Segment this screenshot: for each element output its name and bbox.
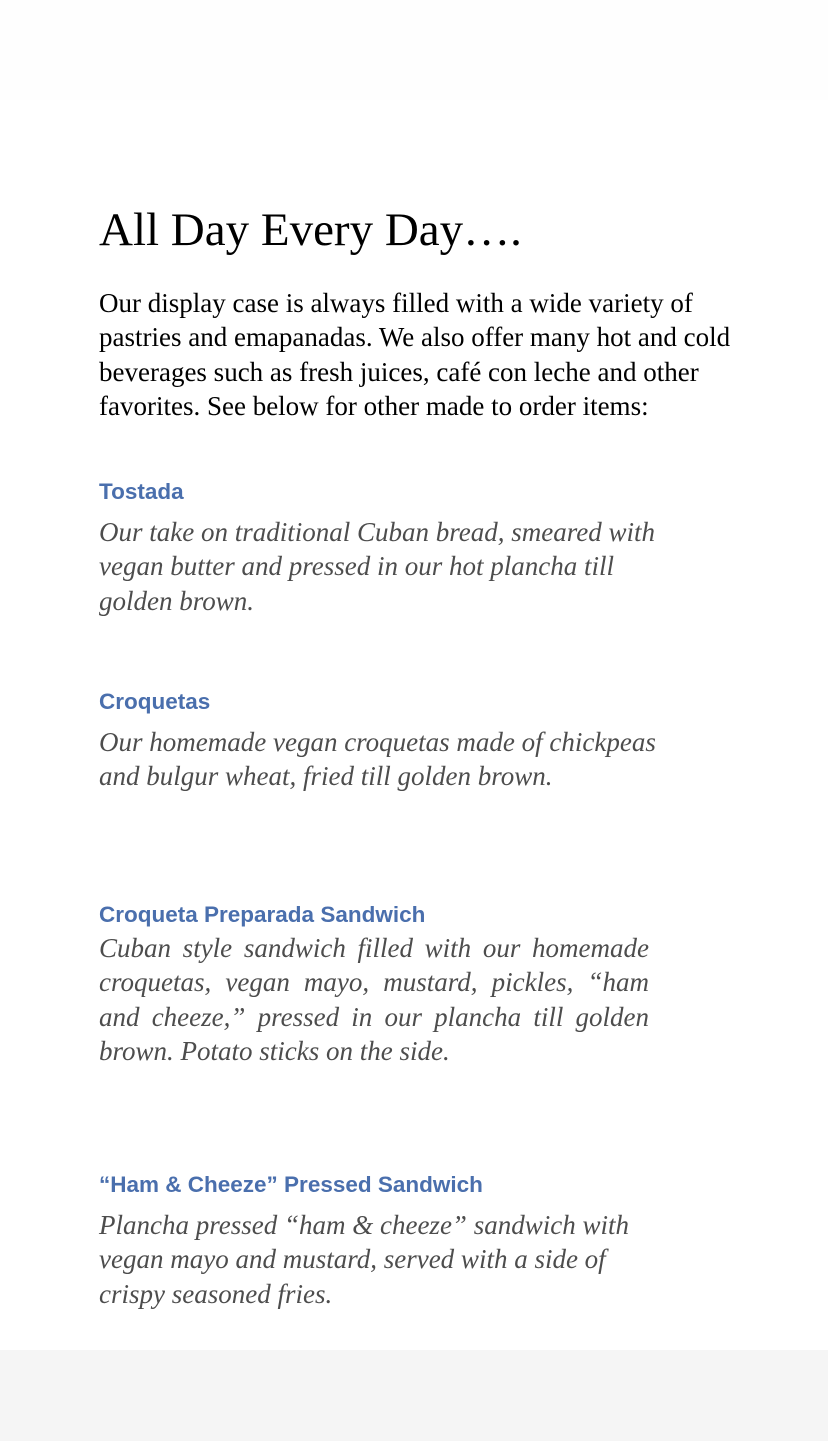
menu-item-title: Croquetas [99,689,211,714]
menu-item-title: Croqueta Preparada Sandwich [99,902,426,927]
menu-item-description: Cuban style sandwich filled with our homemade croquetas, vegan mayo, mustard, pickles, “ham and cheeze,” pressed in our plancha till golden brown. Potato sticks on the side. [99,933,649,1067]
menu-item-description: Our take on traditional Cuban bread, smeared with vegan butter and pressed in our hot plancha till golden brown. [99,517,655,616]
bottom-margin [0,1350,828,1441]
menu-item-title: “Ham & Cheeze” Pressed Sandwich [99,1172,483,1197]
page-title: All Day Every Day…. [99,204,522,256]
menu-item-description: Our homemade vegan croquetas made of chickpeas and bulgur wheat, fried till golden brown. [99,727,656,792]
menu-item-description: Plancha pressed “ham & cheeze” sandwich with vegan mayo and mustard, served with a side of crispy seasoned fries. [99,1210,629,1309]
menu-item-title: Tostada [99,479,184,504]
top-margin [0,0,828,100]
intro-paragraph: Our display case is always filled with a wide variety of pastries and emapanadas. We also offer many hot and cold beverages such as fresh juices, café con leche and other favorites. See below for other made to order items: [99,288,731,422]
